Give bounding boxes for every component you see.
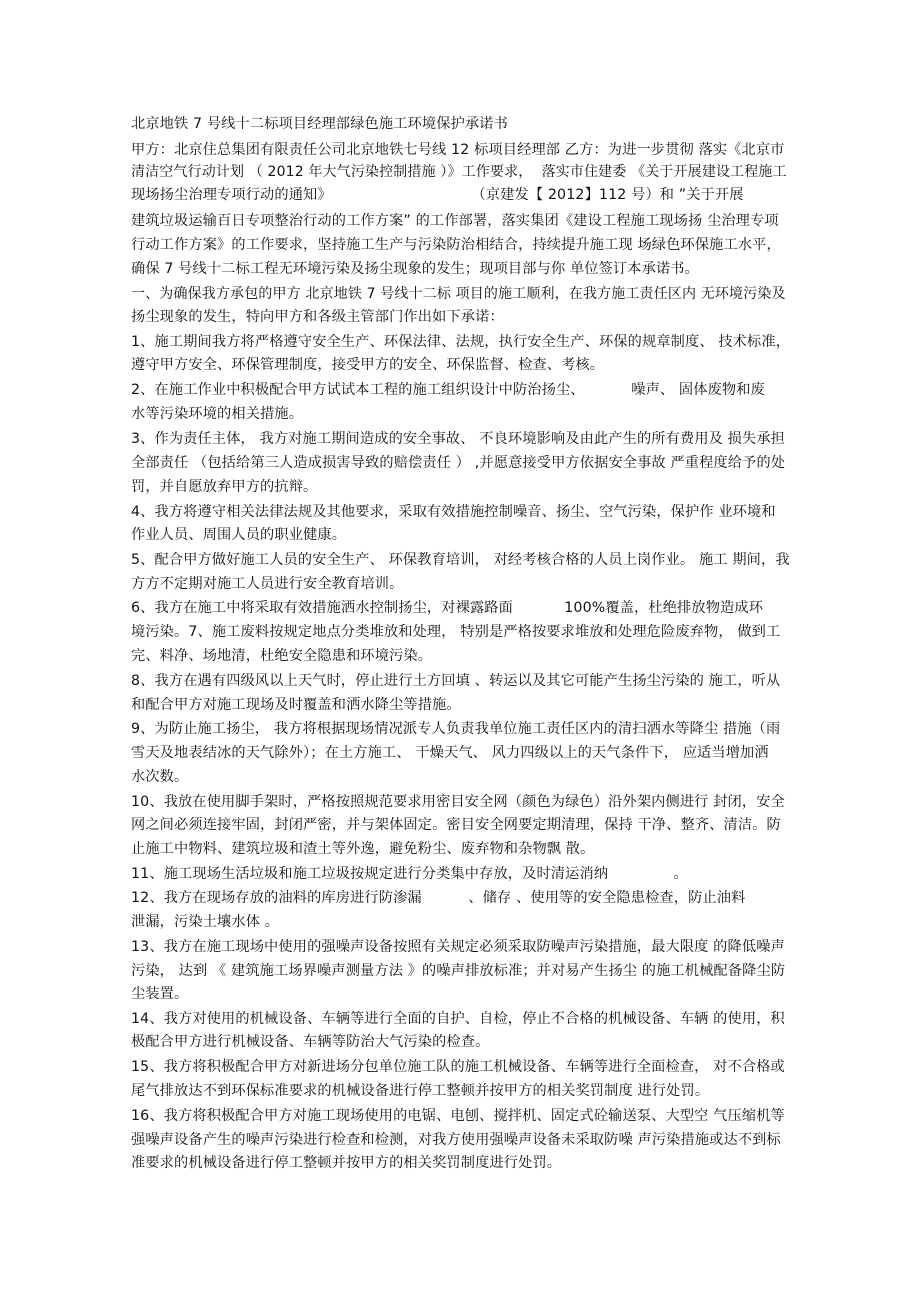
text-line: 现场扬尘治理专项行动的通知》 （京建发【 2012】112 号）和 ”关于开展 (131, 187, 744, 203)
text-line: 10、我放在使用脚手架时，严格按照规范要求用密目安全网（颜色为绿色）沿外架内侧进行 封闭，安全 (131, 794, 785, 810)
text-line: 泄漏，污染土壤水体 。 (131, 914, 280, 930)
text-line: 扬尘现象的发生，特向甲方和各级主管部门作出如下承诺： (131, 309, 504, 325)
text-line: 水等污染环境的相关措施。 (131, 406, 304, 422)
text-line: 清洁空气行动计划 （ 2012 年大气污染控制措施 ）》工作要求， 落实市住建委 《关于开展建设工程施工 (131, 164, 787, 180)
text-line: 2、在施工作业中积极配合甲方试试本工程的施工组织设计中防治扬尘、 噪声、 固体废物和废 (131, 382, 765, 398)
document-title: 北京地铁 7 号线十二标项目经理部绿色施工环境保护承诺书 (131, 116, 508, 132)
text-line: 一、为确保我方承包的甲方 北京地铁 7 号线十二标 项目的施工顺利，在我方施工责任区内 无环境污染及 (131, 286, 786, 302)
text-line: 行动工作方案》的工作要求，坚持施工生产与污染防治相结合，持续提升施工现 场绿色环保施工水平， (131, 237, 781, 253)
text-line: 止施工中物料、建筑垃圾和渣土等外逸，避免粉尘、废弃物和杂物飘 散。 (131, 841, 595, 857)
text-line: 16、我方将积极配合甲方对施工现场使用的电锯、电刨、搅拌机、固定式砼输送泵、大型空 气压缩机等 (131, 1108, 785, 1124)
text-line: 和配合甲方对施工现场及时覆盖和洒水降尘等措施。 (131, 697, 461, 713)
text-line: 极配合甲方进行机械设备、车辆等防治大气污染的检查。 (131, 1034, 490, 1050)
text-line: 完、料净、场地清，杜绝安全隐患和环境污染。 (131, 648, 433, 664)
text-line: 4、我方将遵守相关法律法规及其他要求，采取有效措施控制噪音、扬尘、空气污染，保护作 业环境和 (131, 504, 776, 520)
text-line: 1、施工期间我方将严格遵守安全生产、环保法律、法规，执行安全生产、环保的规章制度、 技术标准， (131, 334, 791, 350)
text-line: 强噪声设备产生的噪声污染进行检查和检测，对我方使用强噪声设备未采取防噪 声污染措施或达不到标 (131, 1132, 781, 1148)
text-line: 确保 7 号线十二标工程无环境污染及扬尘现象的发生；现项目部与你 单位签订本承诺书。 (131, 261, 699, 277)
text-line: 12、我方在现场存放的油料的库房进行防渗漏 、储存 、使用等的安全隐患检查，防止油料 (131, 890, 746, 906)
text-line: 13、我方在施工现场中使用的强噪声设备按照有关规定必须采取防噪声污染措施，最大限度 的降低噪声 (131, 939, 785, 955)
text-line: 15、我方将积极配合甲方对新进场分包单位施工队的施工机械设备、车辆等进行全面检查， 对不合格或 (131, 1059, 785, 1075)
text-line: 14、我方对使用的机械设备、车辆等进行全面的自护、自检，停止不合格的机械设备、车辆 的使用，积 (131, 1011, 785, 1027)
text-line: 9、为防止施工扬尘， 我方将根据现场情况派专人负责我单位施工责任区内的清扫洒水等降尘 措施（雨 (131, 721, 781, 737)
text-line: 方方不定期对施工人员进行安全教育培训。 (131, 576, 404, 592)
text-line: 雪天及地表结冰的天气除外）；在土方施工、 干燥天气、 风力四级以上的天气条件下， 应适当增加洒 (131, 745, 769, 761)
text-line: 甲方：北京住总集团有限责任公司北京地铁七号线 12 标项目经理部 乙方：为进一步贯彻 落实《北京市 (131, 142, 785, 158)
text-line: 8、我方在遇有四级风以上天气时，停止进行土方回填 、转运以及其它可能产生扬尘污染的 施工，听从 (131, 673, 781, 689)
text-line: 准要求的机械设备进行停工整顿并按甲方的相关奖罚制度进行处罚。 (131, 1155, 562, 1171)
text-line: 境污染。7、施工废料按规定地点分类堆放和处理， 特别是严格按要求堆放和处理危险废弃物， 做到工 (131, 624, 781, 640)
text-line: 尾气排放达不到环保标准要求的机械设备进行停工整顿并按甲方的相关奖罚制度 进行处罚。 (131, 1083, 710, 1099)
text-line: 5、配合甲方做好施工人员的安全生产、 环保教育培训， 对经考核合格的人员上岗作业。 施工 期间，我 (131, 552, 790, 568)
text-line: 全部责任 （包括给第三人造成损害导致的赔偿责任 ） ,并愿意接受甲方依据安全事故 严重程度给予的处 (131, 455, 786, 471)
text-line: 建筑垃圾运输百日专项整治行动的工作方案” 的工作部署，落实集团《建设工程施工现场扬 尘治理专项 (131, 213, 779, 229)
text-line: 11、施工现场生活垃圾和施工垃圾按规定进行分类集中存放，及时清运消纳 。 (131, 866, 688, 882)
text-line: 水次数。 (131, 769, 189, 785)
text-line: 作业人员、周围人员的职业健康。 (131, 527, 347, 543)
text-line: 尘装置。 (131, 986, 189, 1002)
text-line: 污染， 达到 《 建筑施工场界噪声测量方法 》的噪声排放标准；并对易产生扬尘 的施工机械配备降尘防 (131, 963, 786, 979)
text-line: 6、我方在施工中将采取有效措施洒水控制扬尘，对裸露路面 100%覆盖，杜绝排放物造成环 (131, 600, 764, 616)
text-line: 罚，并自愿放弃甲方的抗辩。 (131, 479, 318, 495)
text-line: 3、作为责任主体， 我方对施工期间造成的安全事故、 不良环境影响及由此产生的所有费用及 损失承担 (131, 431, 786, 447)
text-line: 遵守甲方安全、环保管理制度，接受甲方的安全、环保监督、检查、考核。 (131, 357, 605, 373)
text-line: 网之间必须连接牢固，封闭严密，并与架体固定。密目安全网要定期清理，保持 干净、整齐、清洁。防 (131, 817, 781, 833)
